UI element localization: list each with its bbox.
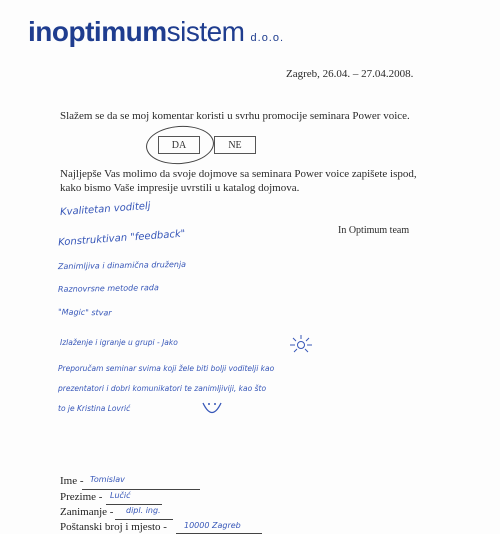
consent-yes-box[interactable]: DA xyxy=(158,136,200,154)
selection-circle-mark xyxy=(145,124,215,167)
comment-line: Preporučam seminar svima koji žele biti bolji voditelji kao xyxy=(58,364,275,373)
consent-no-box[interactable]: NE xyxy=(214,136,256,154)
company-logo xyxy=(28,16,284,48)
instruction-line-2: kako bismo Vaše impresije uvrstili u katalog dojmova. xyxy=(60,182,300,194)
postal-value: 10000 Zagreb xyxy=(184,521,241,530)
name-label: Ime - xyxy=(60,475,84,487)
comment-line: Konstruktivan "feedback" xyxy=(57,228,186,249)
logo-part-optimum: optimum xyxy=(51,16,167,47)
sun-doodle-icon xyxy=(288,333,314,355)
surname-field[interactable] xyxy=(106,503,162,505)
team-signature: In Optimum team xyxy=(338,225,410,236)
comment-line: Izlaženje i igranje u grupi - Jako xyxy=(60,338,178,347)
occupation-label: Zanimanje - xyxy=(60,506,114,518)
smiley-doodle-icon xyxy=(200,398,224,420)
comment-line: Zanimljiva i dinamična druženja xyxy=(57,259,187,272)
comment-line: prezentatori i dobri komunikatori te zanimljiviji, kao što xyxy=(58,384,267,393)
postal-label: Poštanski broj i mjesto - xyxy=(60,521,167,533)
comment-line: Kvalitetan voditelj xyxy=(59,200,151,219)
date-location: Zagreb, 26.04. – 27.04.2008. xyxy=(286,68,414,80)
logo-part-sistem: sistem xyxy=(166,16,245,47)
consent-statement: Slažem se da se moj komentar koristi u svrhu promocije seminara Power voice. xyxy=(60,110,410,122)
comment-line: "Magic" stvar xyxy=(57,307,112,318)
instruction-line-1: Najljepše Vas molimo da svoje dojmove sa seminara Power voice zapišete ispod, xyxy=(60,168,417,180)
comment-line: to je Kristina Lovrić xyxy=(58,404,131,413)
name-value: Tomislav xyxy=(90,475,125,484)
comment-line: Raznovrsne metode rada xyxy=(57,283,159,294)
surname-label: Prezime - xyxy=(60,491,103,503)
surname-value: Lučić xyxy=(110,491,131,500)
occupation-field[interactable] xyxy=(115,518,173,520)
name-field[interactable] xyxy=(82,488,200,490)
logo-suffix: d.o.o. xyxy=(250,32,285,44)
occupation-value: dipl. ing. xyxy=(126,506,161,515)
logo-part-in: in xyxy=(28,16,52,47)
